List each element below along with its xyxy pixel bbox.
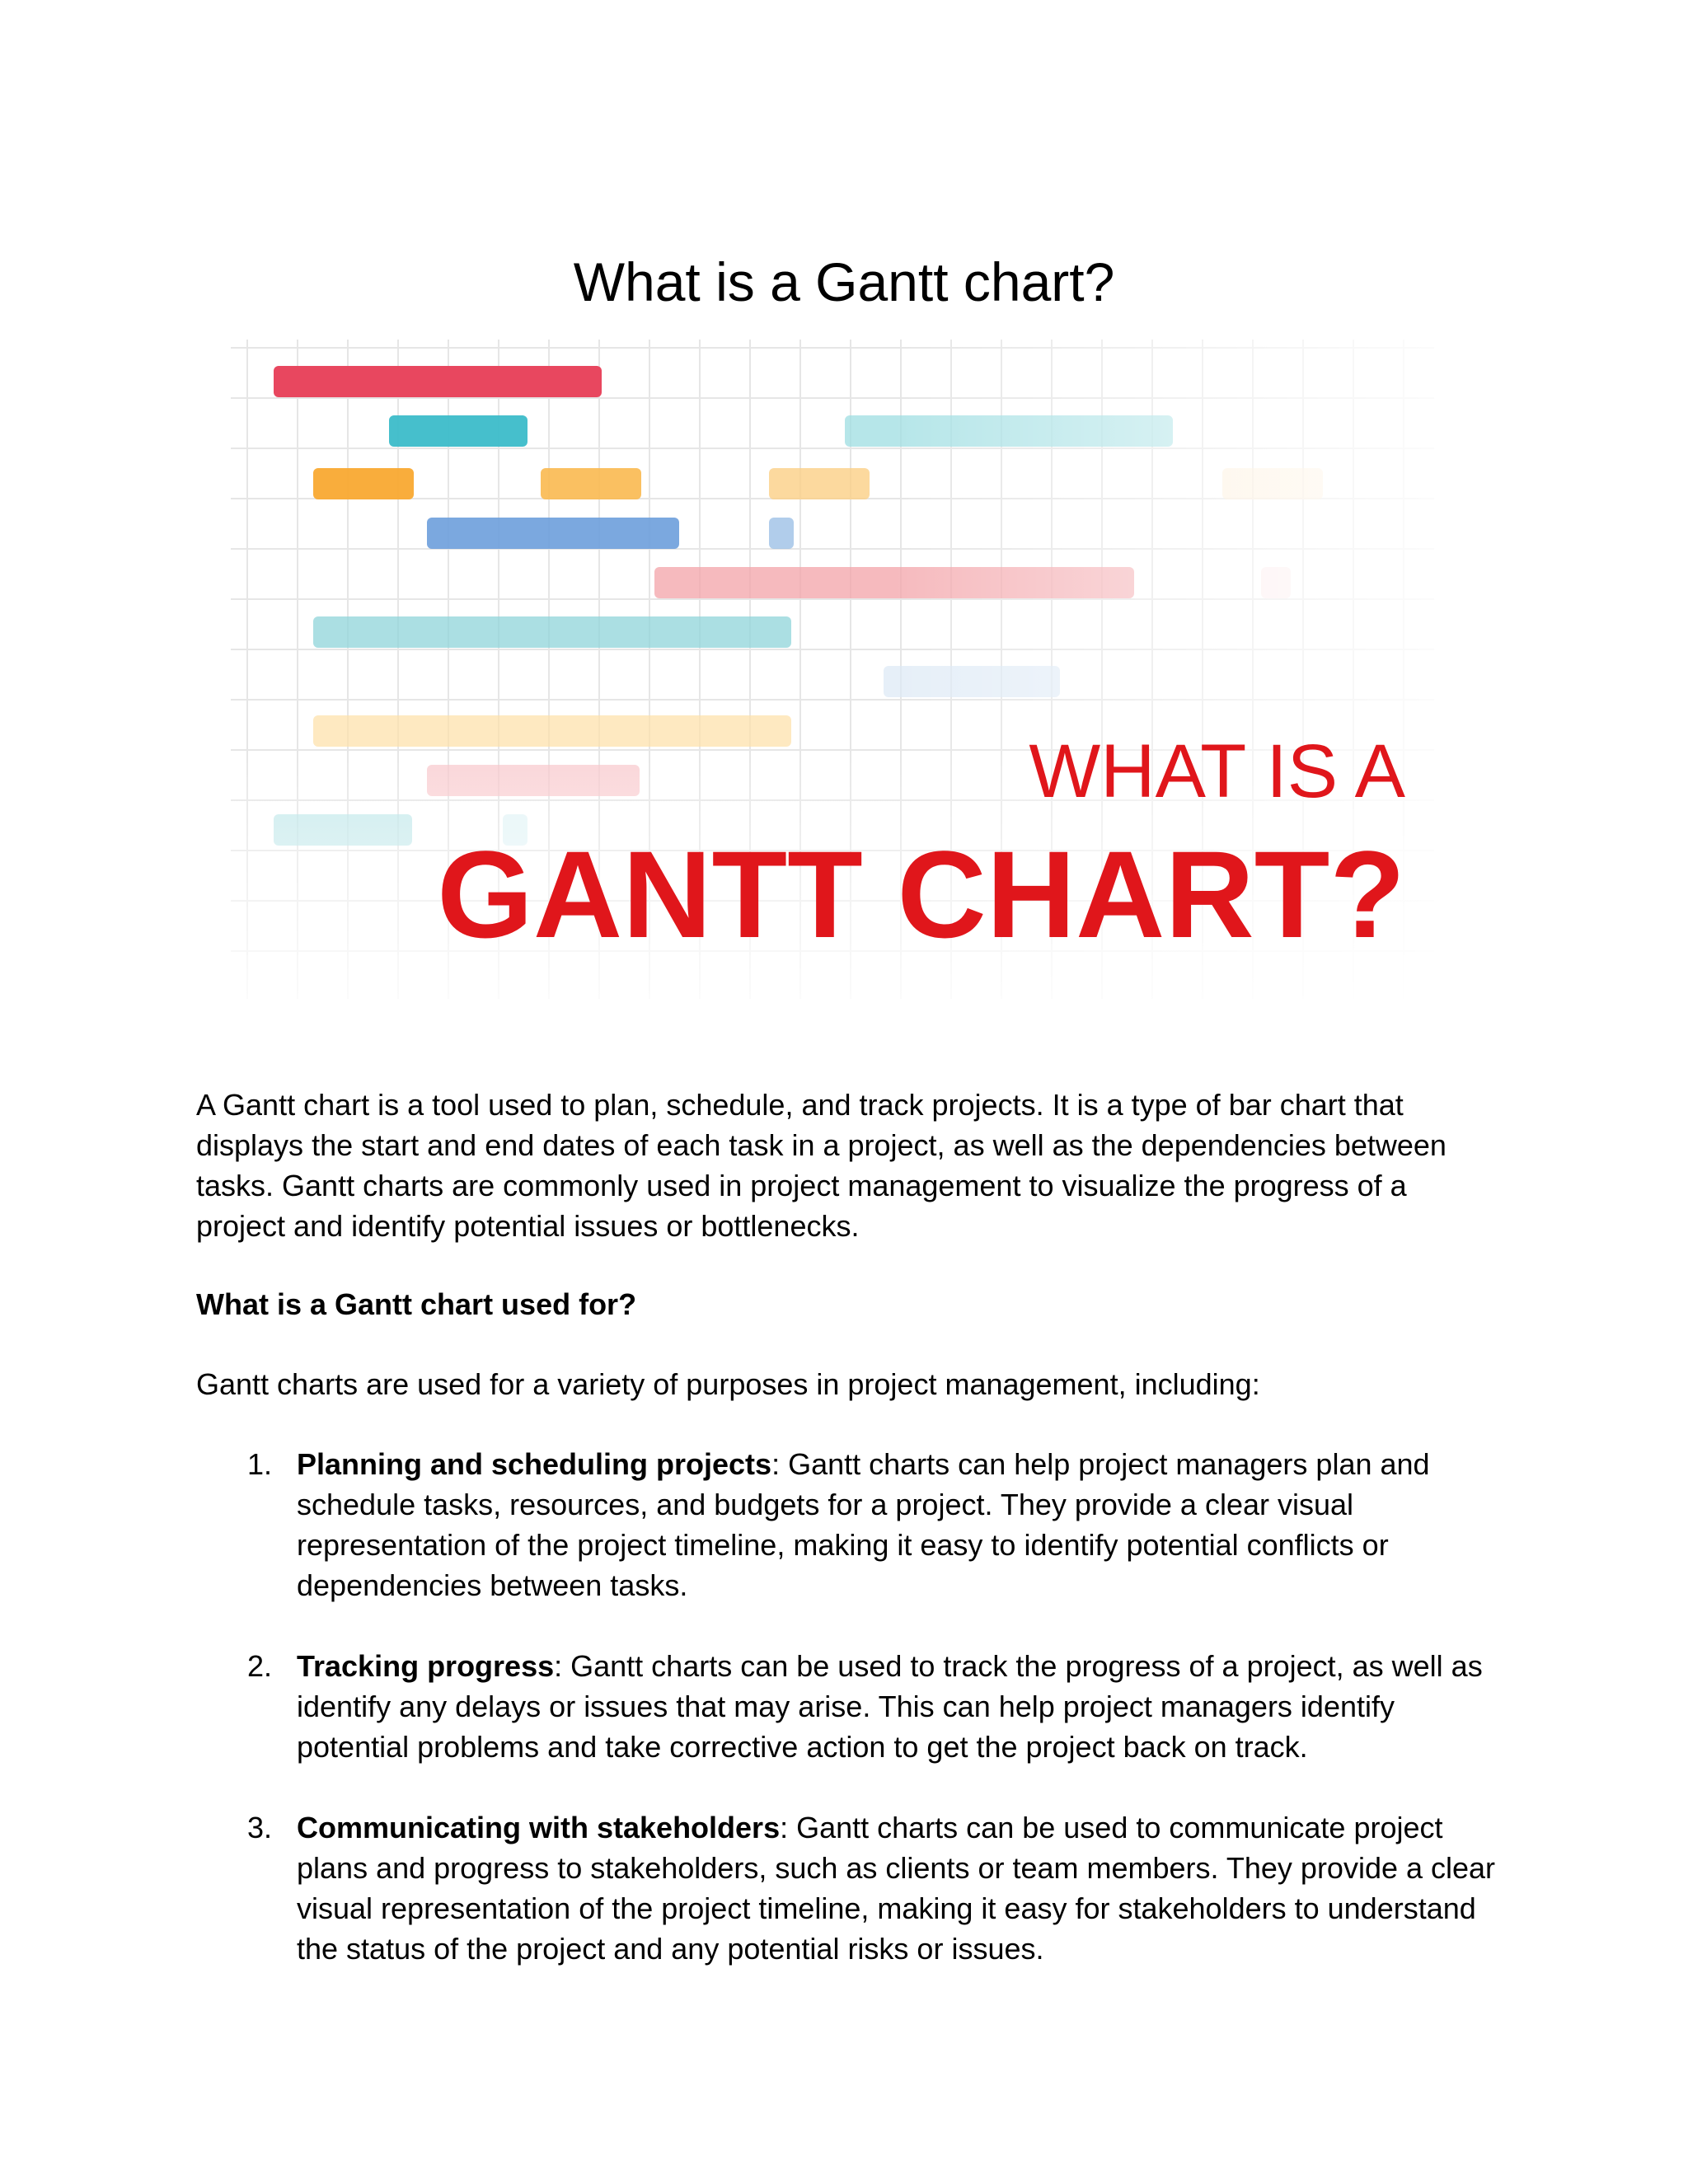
list-text: : Gantt charts can help project managers plan and schedule tasks, resources, and budgets for a project. They provide a clear visual representation of the project timeline, making it easy to identify potential conflicts or dependencies between tasks. [297,1447,1430,1602]
list-term: Communicating with stakeholders [297,1811,781,1844]
purpose-list [196,1444,1498,2009]
list-term: Tracking progress [297,1649,555,1683]
list-item [196,1444,1498,1605]
hero-heading-line1: WHAT IS A [1029,729,1405,813]
lead-paragraph: Gantt charts are used for a variety of purposes in project management, including: [196,1367,1260,1401]
hero-heading-line2: GANTT CHART? [437,825,1405,963]
list-number: 1. [247,1447,273,1481]
intro-paragraph: A Gantt chart is a tool used to plan, schedule, and track projects. It is a type of bar chart that displays the start and end dates of each task in a project, as well as the dependencies between tasks. Gantt charts are commonly used in project management to visualize the progress of a project and identify potential issues or bottlenecks. [196,1088,1447,1243]
list-item [196,1646,1498,1767]
page-title: What is a Gantt chart? [573,251,1115,312]
list-text: : Gantt charts can be used to track the progress of a project, as well as identify any delays or issues that may arise. This can help project managers identify potential problems and take corrective action to get the project back on track. [297,1649,1483,1764]
list-number: 2. [247,1649,273,1683]
hero-image [231,340,1434,1015]
list-term: Planning and scheduling projects [297,1447,772,1481]
section-heading: What is a Gantt chart used for? [196,1287,637,1321]
list-number: 3. [247,1811,273,1844]
list-item [196,1807,1498,1969]
list-text: : Gantt charts can be used to communicate project plans and progress to stakeholders, such as clients or team members. They provide a clear visual representation of the project timeline, making it easy for stakeholders to understand the status of the project and any potential risks or issues. [297,1811,1496,1966]
